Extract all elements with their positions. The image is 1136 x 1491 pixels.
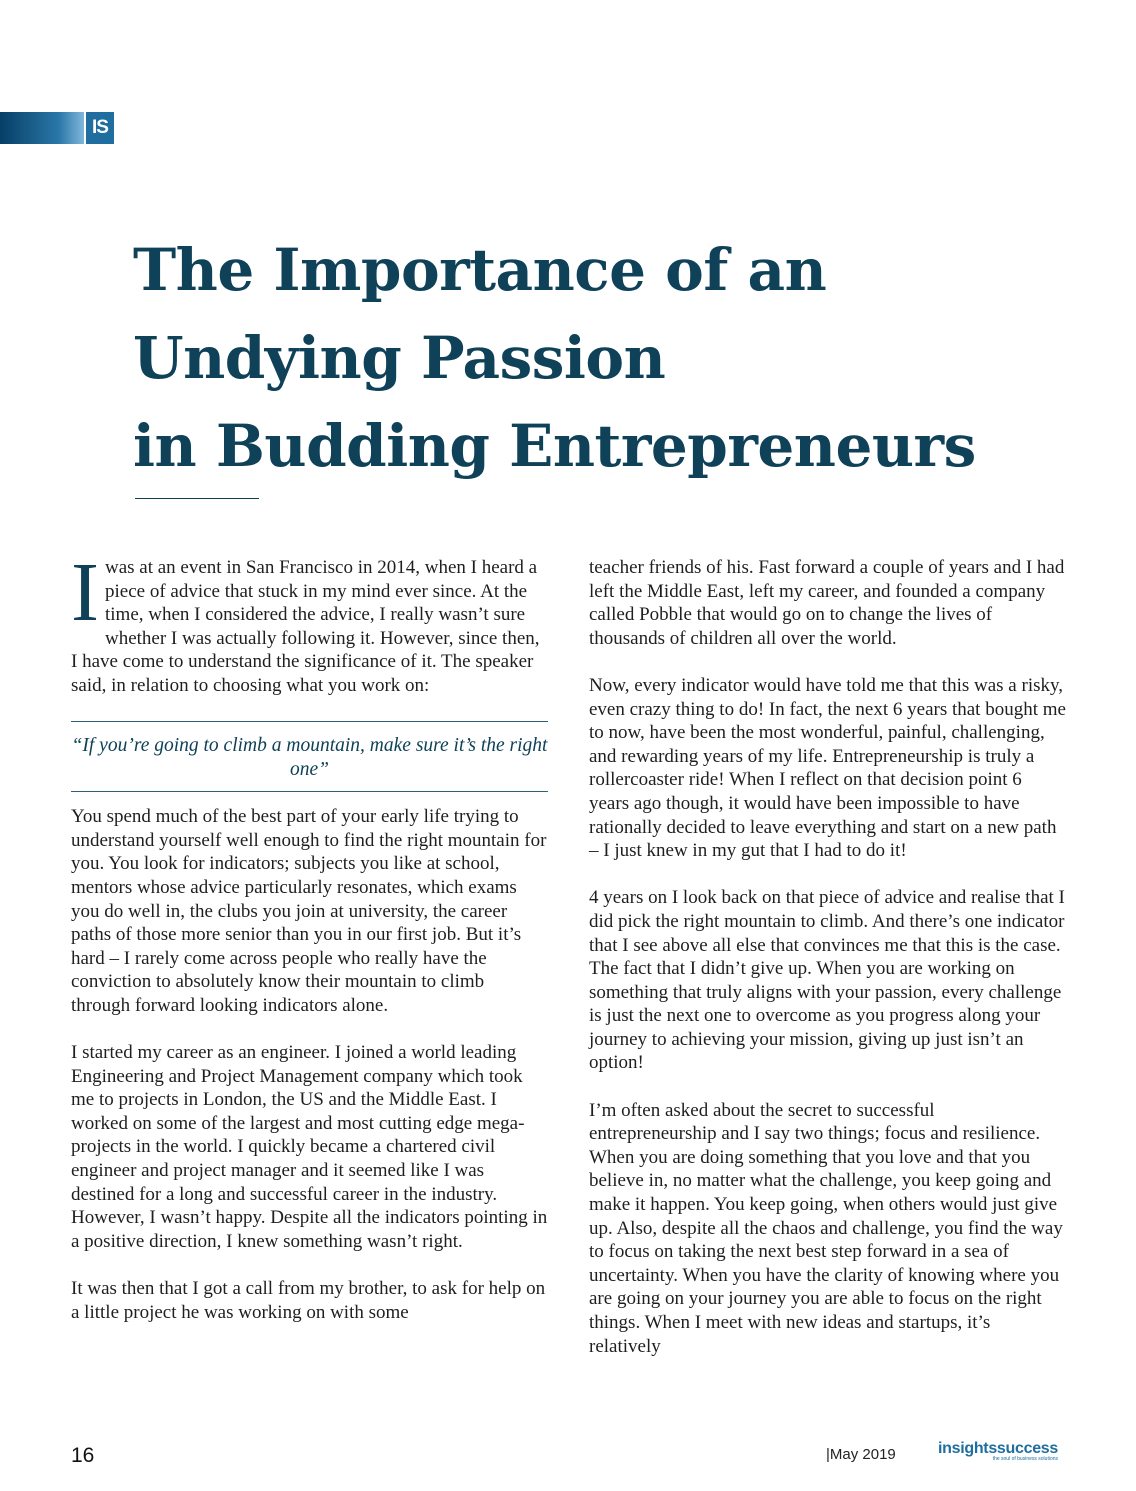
article-title-line-1: The Importance of an	[133, 236, 827, 304]
article-title	[133, 226, 1093, 490]
magazine-logo-icon: IS	[86, 112, 114, 144]
page-number: 16	[71, 1444, 95, 1467]
issue-date: |May 2019	[826, 1446, 896, 1463]
title-underline-divider	[135, 498, 259, 499]
body-paragraph: It was then that I got a call from my brother, to ask for help on a little project he was working on with some	[71, 1278, 546, 1323]
intro-paragraph	[71, 546, 548, 698]
article-column-left	[71, 546, 548, 1348]
drop-cap: I	[71, 546, 99, 639]
body-paragraph: 4 years on I look back on that piece of advice and realise that I did pick the right mountain to climb. And there’s one indicator that I see above all else that convinces me that this is the case. The fact that I didn’t give up. When you are working on something that truly aligns with your passion, every challenge is just the next one to overcome as you progress along your journey to achieving your mission, giving up just isn’t an option!	[589, 887, 1065, 1074]
body-paragraph: teacher friends of his. Fast forward a couple of years and I had left the Middle East, left my career, and founded a company called Pobble that would go on to change the lives of thousands of children all over the world.	[589, 557, 1065, 649]
publisher-name: insightssuccess	[938, 1440, 1059, 1457]
body-paragraph: I started my career as an engineer. I joined a world leading Engineering and Project Management company which took me to projects in London, the US and the Middle East. I worked on some of the largest and most cutting edge mega-projects in the world. I quickly became a chartered civil engineer and project manager and it seemed like I was destined for a long and successful career in the industry. However, I wasn’t happy. Despite all the indicators pointing in a positive direction, I knew something wasn’t right.	[71, 1042, 548, 1252]
pull-quote: “If you’re going to climb a mountain, make sure it’s the right one”	[71, 721, 548, 792]
publisher-tagline: the soul of business solutions	[992, 1456, 1059, 1462]
body-paragraph: I’m often asked about the secret to successful entrepreneurship and I say two things; focus and resilience. When you are doing something that you love and that you believe in, no matter what the challenge, you keep going and make it happen. You keep going, when others would just give up. Also, despite all the chaos and challenge, you find the way to focus on taking the next best step forward in a sea of uncertainty. When you have the clarity of knowing where you are going on your journey you are able to focus on the right things. When I meet with new ideas and startups, it’s relatively	[589, 1099, 1063, 1357]
body-paragraph: Now, every indicator would have told me that this was a risky, even crazy thing to do! In fact, the next 6 years that bought me to now, have been the most wonderful, painful, challenging, and rewarding years of my life. Entrepreneurship is truly a rollercoaster ride! When I reflect on that decision point 6 years ago though, it would have been impossible to have rationally decided to leave everything and start on a new path – I just knew in my gut that I had to do it!	[589, 674, 1066, 862]
header-accent-bar	[0, 112, 84, 144]
article-title-line-2: Undying Passion	[133, 324, 666, 392]
publisher-logo	[938, 1440, 1058, 1462]
intro-paragraph-text: was at an event in San Francisco in 2014, when I heard a piece of advice that stuck in my mind ever since. At the time, when I considered the advice, I really wasn’t sure whether I was actually following it. However, since then, I have come to understand the significance of it. The speaker said, in relation to choosing what you work on:	[71, 557, 540, 696]
article-title-line-3: in Budding Entrepreneurs	[133, 412, 976, 480]
article-column-right	[589, 556, 1066, 1382]
body-paragraph: You spend much of the best part of your early life trying to understand yourself well enough to find the right mountain for you. You look for indicators; subjects you like at school, mentors whose advice particularly resonates, which exams you do well in, the clubs you join at university, the career paths of those more senior than you in our first job. But it’s hard – I rarely come across people who really have the conviction to absolutely know their mountain to climb through forward looking indicators alone.	[71, 806, 547, 1016]
